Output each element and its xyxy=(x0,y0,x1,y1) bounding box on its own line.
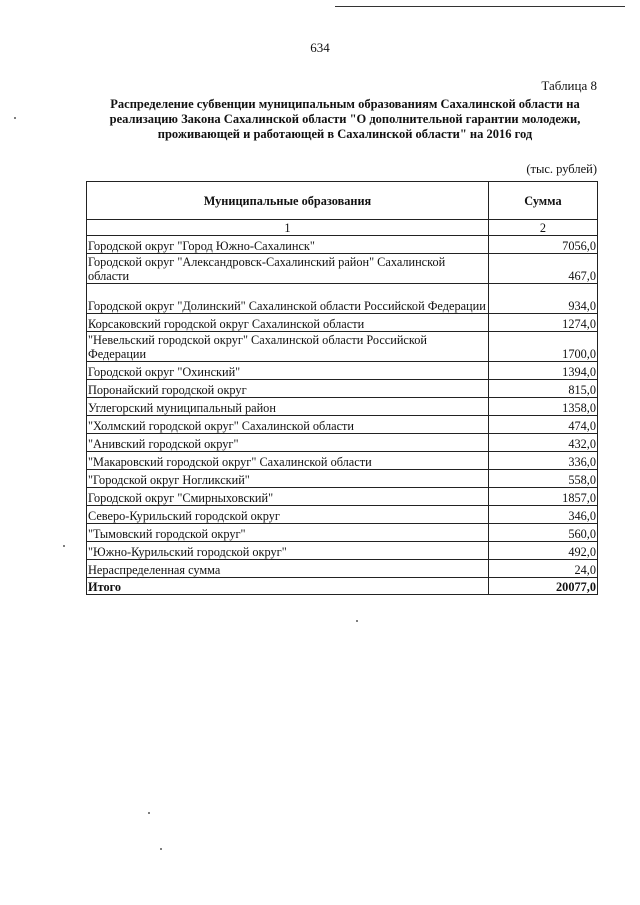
table-row xyxy=(87,488,598,506)
column-number-1: 1 xyxy=(87,220,489,236)
municipality-name: Городской округ "Александровск-Сахалинский район" Сахалинской области xyxy=(87,254,489,284)
municipality-name: Городской округ "Город Южно-Сахалинск" xyxy=(87,236,489,254)
municipality-name: "Холмский городской округ" Сахалинской области xyxy=(87,416,489,434)
municipality-name: "Городской округ Ногликский" xyxy=(87,470,489,488)
amount: 336,0 xyxy=(488,452,597,470)
amount: 558,0 xyxy=(488,470,597,488)
amount: 474,0 xyxy=(488,416,597,434)
amount: 7056,0 xyxy=(488,236,597,254)
municipality-name: "Южно-Курильский городской округ" xyxy=(87,542,489,560)
amount: 934,0 xyxy=(488,284,597,314)
municipality-name: "Анивский городской округ" xyxy=(87,434,489,452)
scan-speck xyxy=(160,848,162,850)
table-row xyxy=(87,398,598,416)
amount: 1394,0 xyxy=(488,362,597,380)
amount: 346,0 xyxy=(488,506,597,524)
table-row xyxy=(87,434,598,452)
municipality-name: Поронайский городской округ xyxy=(87,380,489,398)
table-row xyxy=(87,362,598,380)
total-label: Итого xyxy=(87,578,489,595)
table-row xyxy=(87,332,598,362)
column-number-row xyxy=(87,220,598,236)
amount: 560,0 xyxy=(488,524,597,542)
municipality-name: Городской округ "Долинский" Сахалинской области Российской Федерации xyxy=(87,284,489,314)
amount: 1700,0 xyxy=(488,332,597,362)
amount: 1274,0 xyxy=(488,314,597,332)
scan-speck xyxy=(356,620,358,622)
scan-speck xyxy=(148,812,150,814)
total-row xyxy=(87,578,598,595)
top-rule xyxy=(335,6,625,7)
table-label: Таблица 8 xyxy=(541,78,597,93)
table-row xyxy=(87,560,598,578)
document-title: Распределение субвенции муниципальным образованиям Сахалинской области на реализацию Закона Сахалинской области "О дополнительной гарантии молодежи, проживающей и работающей в Сахалинской области" на 2016 год xyxy=(109,97,581,141)
total-amount: 20077,0 xyxy=(488,578,597,595)
units-label: (тыс. рублей) xyxy=(526,162,597,176)
municipality-name: Городской округ "Охинский" xyxy=(87,362,489,380)
municipality-name: "Невельский городской округ" Сахалинской области Российской Федерации xyxy=(87,332,489,362)
table-row xyxy=(87,506,598,524)
amount: 432,0 xyxy=(488,434,597,452)
table-row xyxy=(87,236,598,254)
municipality-name: "Макаровский городской округ" Сахалинской области xyxy=(87,452,489,470)
municipality-name: Нераспределенная сумма xyxy=(87,560,489,578)
table-row xyxy=(87,524,598,542)
amount: 492,0 xyxy=(488,542,597,560)
amount: 815,0 xyxy=(488,380,597,398)
header-municipalities: Муниципальные образования xyxy=(87,182,489,220)
page-number: 634 xyxy=(310,40,330,55)
table-row xyxy=(87,314,598,332)
scan-speck xyxy=(14,117,16,119)
column-number-2: 2 xyxy=(488,220,597,236)
table-row xyxy=(87,542,598,560)
table-row xyxy=(87,284,598,314)
allocation-table xyxy=(86,181,598,595)
amount: 1857,0 xyxy=(488,488,597,506)
header-sum: Сумма xyxy=(488,182,597,220)
scan-speck xyxy=(63,545,65,547)
amount: 1358,0 xyxy=(488,398,597,416)
amount: 24,0 xyxy=(488,560,597,578)
header-row xyxy=(87,182,598,220)
municipality-name: Углегорский муниципальный район xyxy=(87,398,489,416)
municipality-name: Корсаковский городской округ Сахалинской области xyxy=(87,314,489,332)
table-row xyxy=(87,254,598,284)
table-row xyxy=(87,452,598,470)
municipality-name: Городской округ "Смирныховский" xyxy=(87,488,489,506)
municipality-name: Северо-Курильский городской округ xyxy=(87,506,489,524)
table-row xyxy=(87,416,598,434)
table-row xyxy=(87,380,598,398)
municipality-name: "Тымовский городской округ" xyxy=(87,524,489,542)
table-row xyxy=(87,470,598,488)
amount: 467,0 xyxy=(488,254,597,284)
